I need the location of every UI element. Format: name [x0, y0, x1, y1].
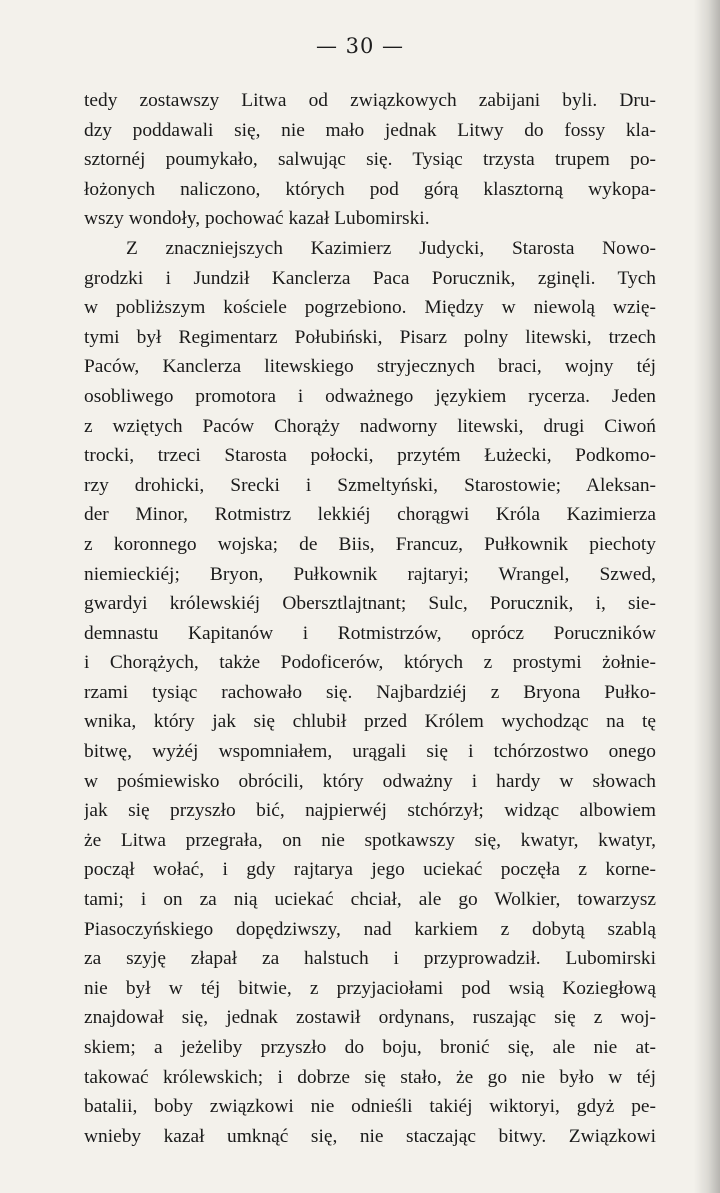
text-line: Piasoczyńskiego dopędziwszy, nad karkiem z dobytą szablą: [84, 918, 656, 940]
text-line: dzy poddawali się, nie mało jednak Litwy do fossy kla-: [84, 119, 656, 141]
text-line: der Minor, Rotmistrz lekkiéj chorągwi Króla Kazimierza: [84, 504, 656, 526]
text-line: nie był w téj bitwie, z przyjaciołami pod wsią Koziegłową: [84, 977, 656, 999]
text-line: jak się przyszło bić, najpierwéj stchórzył; widząc albowiem: [84, 800, 656, 822]
body-text: [84, 86, 656, 1151]
text-line: wszy wondoły, pochować kazał Lubomirski.: [84, 208, 430, 230]
text-line: sztornéj poumykało, salwując się. Tysiąc trzysta trupem po-: [84, 149, 656, 171]
text-line: że Litwa przegrała, on nie spotkawszy się, kwatyr, kwatyr,: [84, 829, 656, 851]
text-line: Paców, Kanclerza litewskiego stryjecznych braci, wojny téj: [84, 356, 656, 378]
text-line: i Chorążych, także Podoficerów, których z prostymi żołnie-: [84, 652, 656, 674]
text-line: tymi był Regimentarz Połubiński, Pisarz polny litewski, trzech: [84, 326, 656, 348]
text-line: niemieckiéj; Bryon, Pułkownik rajtaryi; Wrangel, Szwed,: [84, 563, 656, 585]
text-line: począł wołać, i gdy rajtarya jego uciekać poczęła z korne-: [84, 859, 656, 881]
text-line: bitwę, wyżéj wspomniałem, urągali się i tchórzostwo onego: [84, 741, 656, 763]
text-line: w pobliższym kościele pogrzebiono. Między w niewolą wzię-: [84, 297, 656, 319]
text-line: wnieby kazał umknąć się, nie staczając bitwy. Związkowi: [84, 1125, 656, 1147]
text-line: za szyję złapał za halstuch i przyprowadził. Lubomirski: [84, 948, 656, 970]
text-line: rzy drohicki, Srecki i Szmeltyński, Starostowie; Aleksan-: [84, 474, 656, 496]
text-line: grodzki i Jundził Kanclerza Paca Porucznik, zginęli. Tych: [84, 267, 656, 289]
text-line: w pośmiewisko obrócili, który odważny i hardy w słowach: [84, 770, 656, 792]
text-line: z koronnego wojska; de Biis, Francuz, Pułkownik piechoty: [84, 533, 656, 555]
text-line: demnastu Kapitanów i Rotmistrzów, oprócz Poruczników: [84, 622, 656, 644]
text-line: gwardyi królewskiéj Obersztlajtnant; Sulc, Porucznik, i, sie-: [84, 593, 656, 615]
text-line: łożonych naliczono, których pod górą klasztorną wykopa-: [84, 178, 656, 200]
text-line: tami; i on za nią uciekać chciał, ale go Wolkier, towarzysz: [84, 889, 656, 911]
text-line: batalii, boby związkowi nie odnieśli takiéj wiktoryi, gdyż pe-: [84, 1096, 656, 1118]
page-number-header: — 30 —: [315, 34, 405, 58]
text-line: z wziętych Paców Chorąży nadworny litewski, drugi Ciwoń: [84, 415, 656, 437]
text-line: trocki, trzeci Starosta połocki, przytém Łużecki, Podkomo-: [84, 445, 656, 467]
text-line: rzami tysiąc rachowało się. Najbardziéj z Bryona Pułko-: [84, 681, 656, 703]
text-line: osobliwego promotora i odważnego językiem rycerza. Jeden: [84, 385, 656, 407]
text-line: znajdował się, jednak zostawił ordynans, ruszając się z woj-: [84, 1007, 656, 1029]
text-line: skiem; a jeżeliby przyszło do boju, bronić się, ale nie at-: [84, 1037, 656, 1058]
text-line: takować królewskich; i dobrze się stało, że go nie było w téj: [84, 1066, 656, 1088]
text-line: Z znaczniejszych Kazimierz Judycki, Starosta Nowo-: [126, 237, 656, 259]
text-line: tedy zostawszy Litwa od związkowych zabijani byli. Dru-: [84, 90, 656, 111]
page-edge-shadow: [694, 0, 720, 1193]
text-line: wnika, który jak się chlubił przed Królem wychodząc na tę: [84, 711, 656, 733]
